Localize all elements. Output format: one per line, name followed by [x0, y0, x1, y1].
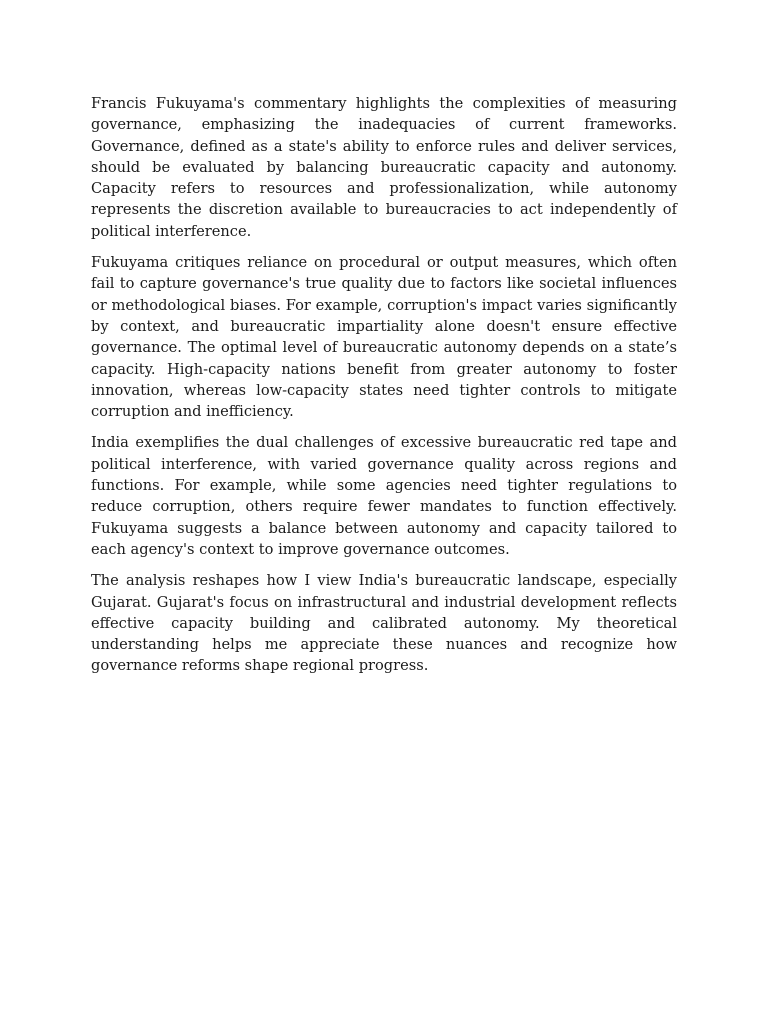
- paragraph-2: Fukuyama critiques reliance on procedural or output measures, which often fail to capture governance's true quality due to factors like societal influences or methodological biases. For example, corruption's impact varies significantly by context, and bureaucratic impartiality alone doesn't ensure effective governance. The optimal level of bureaucratic autonomy depends on a state’s capacity. High-capacity nations benefit from greater autonomy to foster innovation, whereas low-capacity states need tighter controls to mitigate corruption and inefficiency.: [91, 254, 677, 421]
- paragraph-3: India exemplifies the dual challenges of excessive bureaucratic red tape and political interference, with varied governance quality across regions and functions. For example, while some agencies need tighter regulations to reduce corruption, others require fewer mandates to function effectively. Fukuyama suggests a balance between autonomy and capacity tailored to each agency's context to improve governance outcomes.: [91, 434, 677, 558]
- document-body: [91, 93, 677, 687]
- paragraph-4: The analysis reshapes how I view India's bureaucratic landscape, especially Gujarat. Gujarat's focus on infrastructural and industrial development reflects effective capacity building and calibrated autonomy. My theoretical understanding helps me appreciate these nuances and recognize how governance reforms shape regional progress.: [91, 572, 677, 675]
- paragraph-1: Francis Fukuyama's commentary highlights the complexities of measuring governance, emphasizing the inadequacies of current frameworks. Governance, defined as a state's ability to enforce rules and deliver services, should be evaluated by balancing bureaucratic capacity and autonomy. Capacity refers to resources and professionalization, while autonomy represents the discretion available to bureaucracies to act independently of political interference.: [91, 95, 677, 240]
